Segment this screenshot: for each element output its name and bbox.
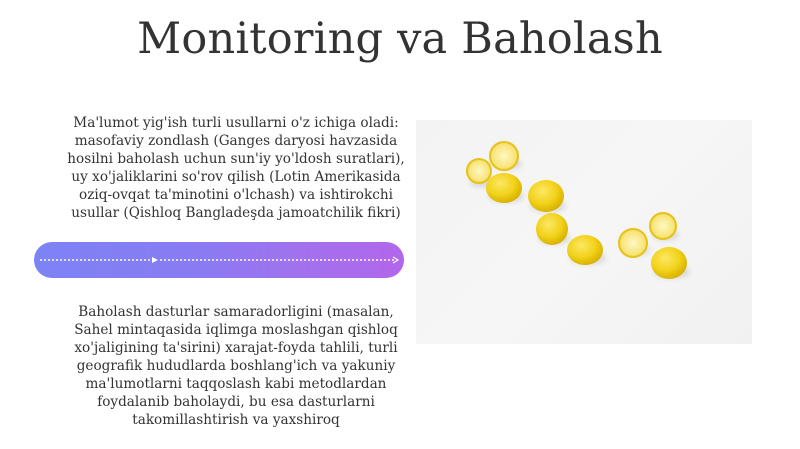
lemons-image bbox=[416, 120, 752, 344]
evaluation-paragraph: Baholash dasturlar samaradorligini (masalan, Sahel mintaqasida iqlimga moslashgan qishloq xo'jaligining ta'sirini) xarajat-foyda tahlili, turli geografik hududlarda boshlang'ich va yakuniy ma'lumotlarni taqqoslash kabi metodlardan foydalanib baholaydi, bu esa dasturlarni takomillashtirish va yaxshiroq bbox=[74, 304, 398, 428]
data-collection-paragraph: Ma'lumot yig'ish turli usullarni o'z ichiga oladi: masofaviy zondlash (Ganges daryosi havzasida hosilni baholash uchun sun'iy yo'ldosh suratlari), uy xo'jaliklarini so'rov qilish (Lotin Amerikasida oziq-ovqat ta'minotini o'lchash) va ishtirokchi usullar (Qishloq Bangladeşda jamoatchilik fikri) bbox=[67, 115, 405, 221]
lemons-photo bbox=[416, 120, 752, 344]
timeline-connector-bar bbox=[34, 242, 404, 278]
dotted-arrow-icon bbox=[34, 242, 404, 278]
slide-title: Monitoring va Baholash bbox=[137, 14, 663, 64]
lemon-half bbox=[490, 142, 518, 170]
